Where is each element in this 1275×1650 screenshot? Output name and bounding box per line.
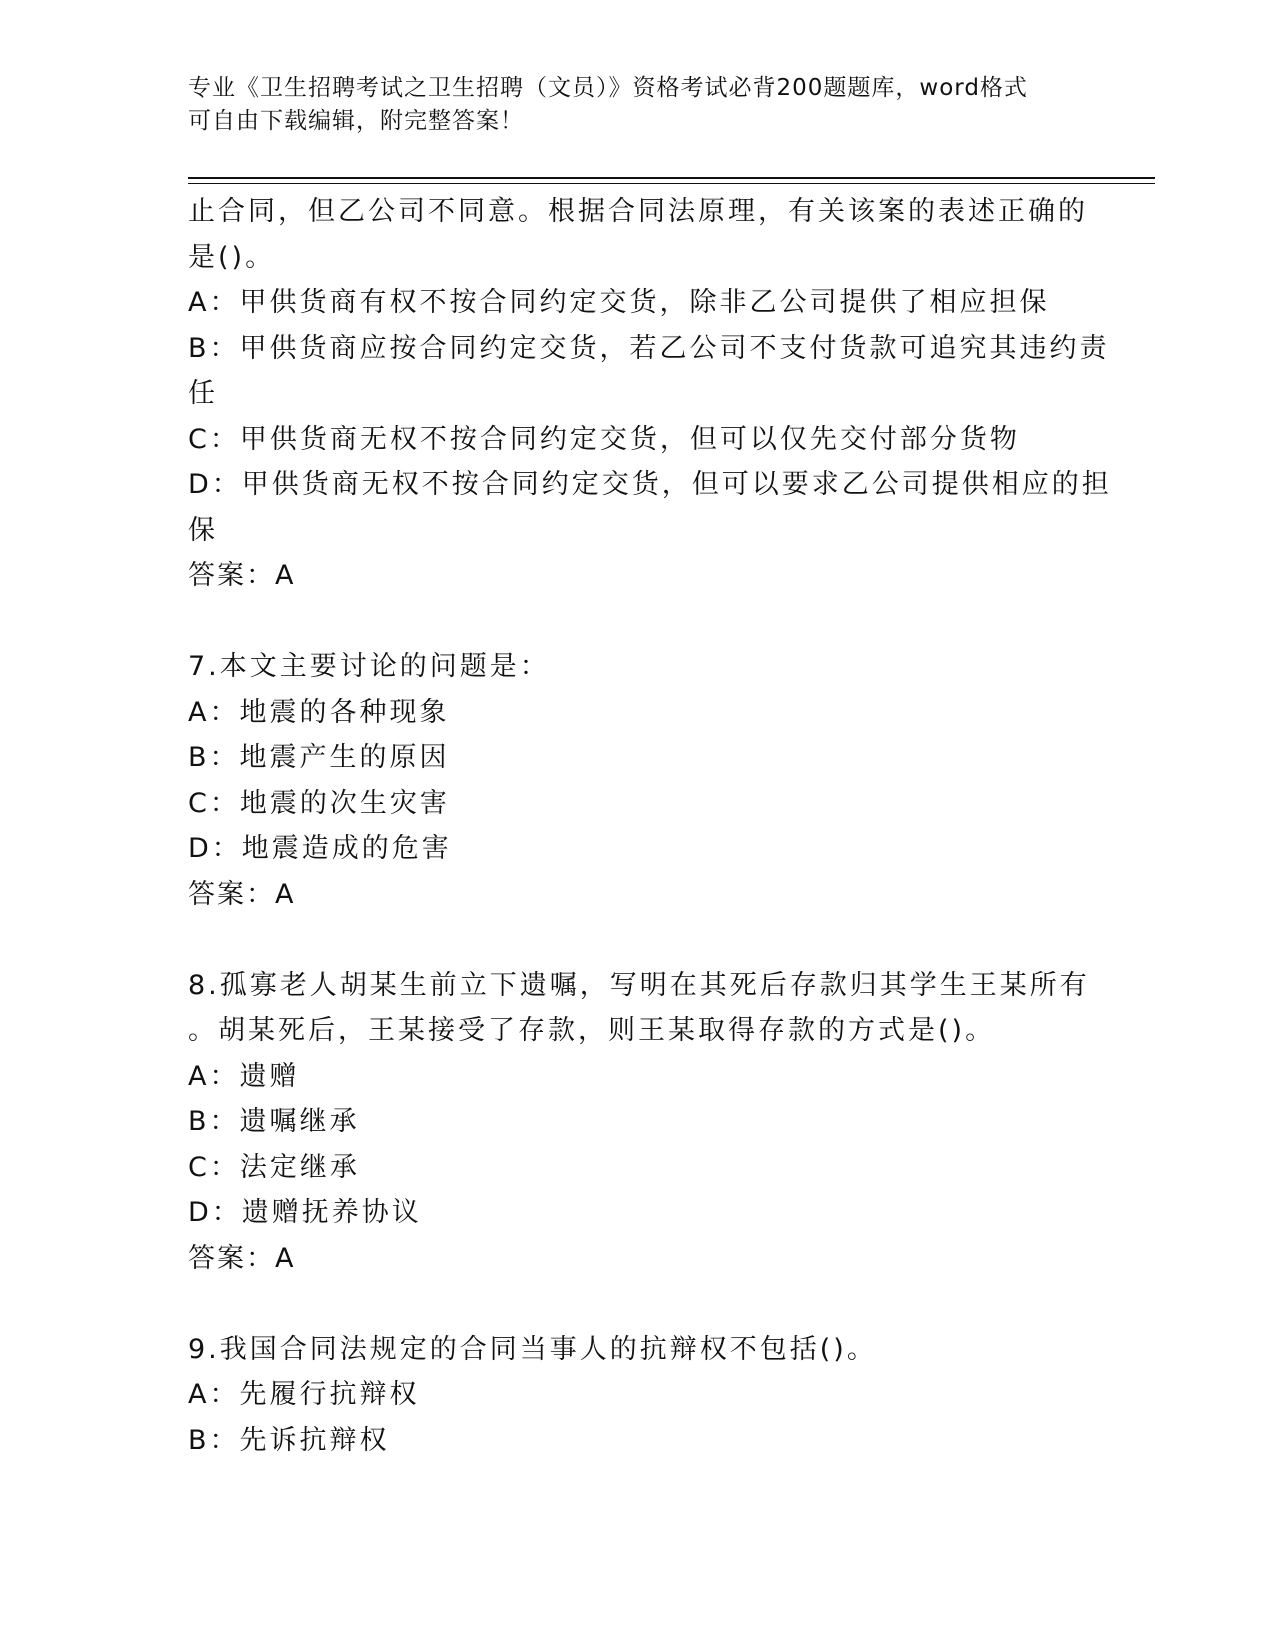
- question-7-option-d: D：地震造成的危害: [188, 833, 452, 864]
- document-header: [188, 72, 1088, 138]
- question-7-answer: 答案：A: [188, 878, 296, 910]
- question-6-option-d-line-2: 保: [188, 514, 218, 546]
- question-6-option-d-line-1: D：甲供货商无权不按合同约定交货，但可以要求乙公司提供相应的担: [188, 469, 1112, 500]
- document-body: [188, 189, 1112, 1463]
- question-8-option-a: A：遗赠: [188, 1060, 300, 1092]
- question-9-block: [188, 1327, 1088, 1464]
- header-rule-thin: [188, 183, 1155, 184]
- question-spacer: [188, 599, 1088, 645]
- question-6-option-b-line-1: B：甲供货商应按合同约定交货，若乙公司不支付货款可追究其违约责: [188, 332, 1110, 364]
- question-8-block: [188, 963, 1088, 1282]
- question-6-answer: 答案：A: [188, 560, 296, 591]
- question-8-stem-line-2: 。胡某死后，王某接受了存款，则王某取得存款的方式是()。: [188, 1015, 996, 1046]
- question-9-option-a: A：先履行抗辩权: [188, 1379, 420, 1410]
- question-spacer: [188, 1281, 1088, 1327]
- question-6-stem-line-2: 是()。: [188, 241, 276, 273]
- question-7-option-c: C：地震的次生灾害: [188, 787, 450, 819]
- question-8-option-b: B：遗嘱继承: [188, 1106, 360, 1137]
- header-rule-thick: [188, 177, 1155, 179]
- question-7-stem: 7.本文主要讨论的问题是：: [188, 651, 550, 682]
- header-title-line-1: 专业《卫生招聘考试之卫生招聘（文员）》资格考试必背200题题库，word格式: [188, 75, 1028, 101]
- question-6-option-b-line-2: 任: [188, 378, 218, 409]
- question-6-block: [188, 189, 1112, 599]
- question-spacer: [188, 917, 1088, 963]
- question-7-block: [188, 644, 1088, 917]
- question-9-stem: 9.我国合同法规定的合同当事人的抗辩权不包括()。: [188, 1333, 877, 1365]
- question-8-answer: 答案：A: [188, 1242, 296, 1274]
- question-7-option-b: B：地震产生的原因: [188, 742, 450, 773]
- header-title-line-2: 可自由下载编辑，附完整答案！: [188, 108, 524, 134]
- question-8-option-d: D：遗赠抚养协议: [188, 1197, 422, 1228]
- question-6-option-a: A：甲供货商有权不按合同约定交货，除非乙公司提供了相应担保: [188, 287, 1050, 318]
- question-9-option-b: B：先诉抗辩权: [188, 1424, 390, 1456]
- question-8-stem-line-1: 8.孤寡老人胡某生前立下遗嘱，写明在其死后存款归其学生王某所有: [188, 969, 1090, 1001]
- question-6-option-c: C：甲供货商无权不按合同约定交货，但可以仅先交付部分货物: [188, 423, 1020, 455]
- question-7-option-a: A：地震的各种现象: [188, 696, 450, 728]
- question-6-stem-line-1: 止合同，但乙公司不同意。根据合同法原理，有关该案的表述正确的: [188, 196, 1088, 227]
- question-8-option-c: C：法定继承: [188, 1151, 360, 1183]
